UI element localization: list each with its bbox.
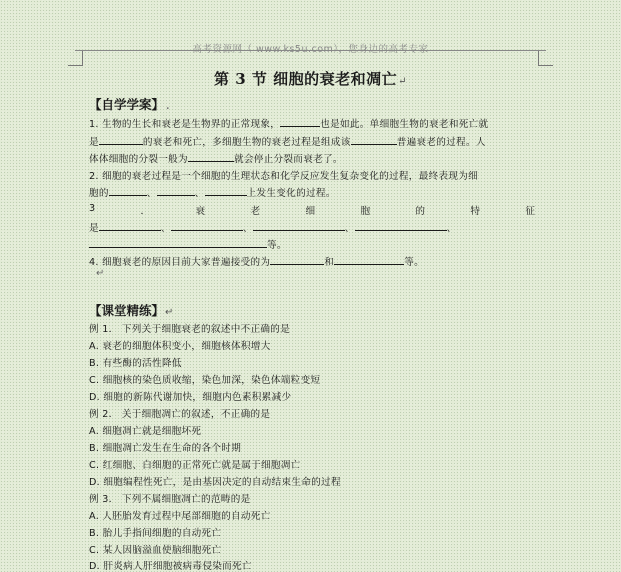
- q2-text-c: 、: [146, 188, 157, 199]
- example-1-option-a: A. 衰老的细胞体积变小，细胞核体积增大: [89, 341, 271, 352]
- margin-corner-mark-left: [68, 51, 83, 66]
- fill-blank[interactable]: [109, 186, 147, 196]
- q1-text-b: 也是如此。单细胞生物的衰老和死亡就: [320, 119, 489, 130]
- fill-blank[interactable]: [205, 186, 247, 196]
- fill-blank[interactable]: [280, 117, 320, 127]
- q4-text-b: 和: [324, 257, 335, 268]
- q1-line-2: [89, 134, 486, 148]
- header-rule: [75, 50, 546, 51]
- fill-blank[interactable]: [89, 238, 267, 248]
- q2-text-e: 上发生变化的过程。: [246, 188, 336, 199]
- example-3-option-a: A. 人胚胎发育过程中尾部细胞的自动死亡: [89, 511, 271, 522]
- practice-heading-text: 【课堂精练】: [89, 303, 165, 318]
- page-title-text: 第 3 节 细胞的衰老和凋亡: [214, 70, 398, 88]
- q4-text-c: 等。: [404, 257, 424, 268]
- q3-token: 老: [250, 206, 261, 217]
- example-3-option-c: C. 某人因脑溢血使脑细胞死亡: [89, 545, 222, 556]
- q3-token: ．: [140, 206, 151, 217]
- self-study-heading: [89, 95, 169, 113]
- fill-blank[interactable]: [157, 186, 195, 196]
- fill-blank[interactable]: [253, 221, 345, 231]
- q2-text-b: 胞的: [89, 188, 109, 199]
- q1-text-f: 体体细胞的分裂一般为: [89, 154, 188, 165]
- q1-text-e: 普遍衰老的过程。人: [396, 137, 486, 148]
- example-1-option-c: C. 细胞核的染色质收缩，染色加深，染色体端粒变短: [89, 375, 321, 386]
- q3-token: 的: [415, 206, 426, 217]
- page-header-text: 高考资源网（ www.ks5u.com），您身边的高考专家: [192, 44, 429, 55]
- q2-text-d: 、: [194, 188, 205, 199]
- example-3-option-d: D. 肝炎病人肝细胞被病毒侵染而死亡: [89, 561, 252, 572]
- q3-line-2: [89, 220, 457, 234]
- q3-sep: 、: [344, 223, 355, 234]
- example-1-option-d: D. 细胞的新陈代谢加快，细胞内色素积累减少: [89, 392, 292, 403]
- paragraph-mark-icon: .: [166, 102, 170, 112]
- q3-line-1: [89, 203, 535, 217]
- paragraph-mark-icon: ↵: [96, 268, 105, 279]
- fill-blank[interactable]: [188, 152, 234, 162]
- q3-sep: 、: [446, 223, 457, 234]
- example-2-option-c: C. 红细胞、白细胞的正常死亡就是属于细胞凋亡: [89, 460, 301, 471]
- q1-text-d: 的衰老和死亡，多细胞生物的衰老过程是组成该: [142, 137, 351, 148]
- example-2-option-a: A. 细胞凋亡就是细胞坏死: [89, 426, 202, 437]
- margin-corner-mark-right: [538, 51, 553, 66]
- example-2-option-d: D. 细胞编程性死亡，是由基因决定的自动结束生命的过程: [89, 477, 341, 488]
- self-study-heading-text: 【自学学案】: [89, 97, 165, 112]
- q3-token: 细: [305, 206, 316, 217]
- example-2-option-b: B. 细胞凋亡发生在生命的各个时期: [89, 443, 242, 454]
- fill-blank[interactable]: [99, 135, 143, 145]
- example-1: 例 1． 下列关于细胞衰老的叙述中不正确的是: [89, 324, 291, 335]
- fill-blank[interactable]: [334, 255, 404, 265]
- q2-text-a: 2. 细胞的衰老过程是一个细胞的生理状态和化学反应发生复杂变化的过程，最终表现为细: [89, 171, 479, 182]
- example-1-option-b: B. 有些酶的活性降低: [89, 358, 182, 369]
- example-2: 例 2． 关于细胞凋亡的叙述，不正确的是: [89, 409, 271, 420]
- q3-text-b: 是: [89, 223, 99, 234]
- fill-blank[interactable]: [351, 135, 397, 145]
- q3-sep: 、: [242, 223, 253, 234]
- example-3-option-b: B. 胎儿手指间细胞的自动死亡: [89, 528, 222, 539]
- q1-text-a: 1. 生物的生长和衰老是生物界的正常现象，: [89, 119, 281, 130]
- q2-line-2: [89, 185, 336, 199]
- q3-token: 衰: [195, 206, 206, 217]
- page-title: [0, 68, 621, 89]
- q2-line-1: [89, 168, 478, 182]
- fill-blank[interactable]: [171, 221, 243, 231]
- q1-line-3: [89, 151, 343, 165]
- q3-token: 胞: [360, 206, 371, 217]
- example-3: 例 3． 下列不属细胞凋亡的范畴的是: [89, 494, 251, 505]
- q3-text-d: 等。: [267, 240, 287, 251]
- q4-text-a: 4. 细胞衰老的原因目前大家普遍接受的为: [89, 257, 271, 268]
- fill-blank[interactable]: [99, 221, 161, 231]
- q3-line-3: [89, 237, 287, 251]
- paragraph-mark-icon: ↵: [165, 307, 174, 318]
- fill-blank[interactable]: [270, 255, 324, 265]
- q3-sep: 、: [160, 223, 171, 234]
- q3-token: 3: [89, 203, 96, 214]
- paragraph-mark-icon: ↵: [398, 76, 407, 87]
- q1-line-1: [89, 116, 488, 130]
- q3-token: 征: [525, 206, 535, 217]
- q1-text-c: 是: [89, 137, 99, 148]
- q4-line: [89, 254, 424, 268]
- practice-heading: [89, 301, 173, 319]
- q1-text-g: 就会停止分裂而衰老了。: [233, 154, 343, 165]
- q3-token: 特: [470, 206, 480, 217]
- fill-blank[interactable]: [355, 221, 447, 231]
